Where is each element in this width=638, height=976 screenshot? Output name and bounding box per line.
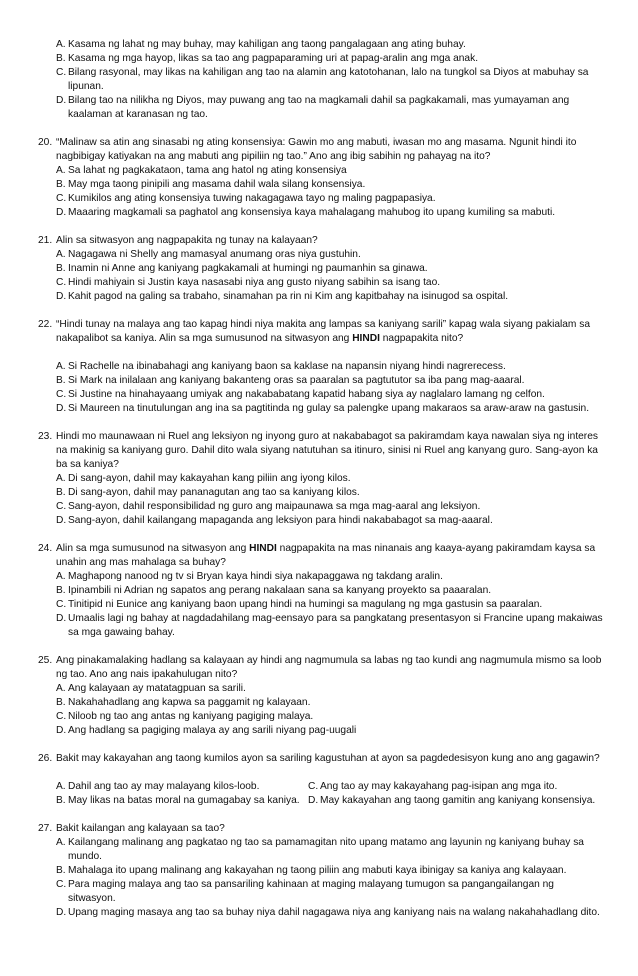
- option-text: Si Rachelle na ibinabahagi ang kaniyang baon sa kaklase na napansin niyang hindi nagrerecess.: [68, 361, 506, 372]
- option-letter: C.: [308, 781, 319, 792]
- q25-option-d: [56, 724, 604, 738]
- q20-option-d: [56, 206, 604, 220]
- option-text: Hindi mahiyain si Justin kaya nasasabi niya ang gusto niyang sabihin sa isang tao.: [68, 277, 441, 288]
- option-text: Kasama ng mga hayop, likas sa tao ang pagpaparaming uri at papag-aralin ang mga anak.: [68, 53, 479, 64]
- option-letter: C.: [56, 711, 67, 722]
- option-letter: B.: [56, 487, 66, 498]
- option-letter: B.: [56, 375, 66, 386]
- option-text: Maghapong nanood ng tv si Bryan kaya hindi siya nakapaggawa ng takdang aralin.: [68, 571, 443, 582]
- option-text: Bilang rasyonal, may likas na kahiligan ang tao na alamin ang katotohanan, lalo na tungkol sa Diyos at mabuhay sa lipunan.: [68, 67, 589, 93]
- q19-option-a: [56, 38, 604, 52]
- q19-option-d: [56, 94, 604, 122]
- option-letter: B.: [56, 179, 66, 190]
- question-text: Hindi mo maunawaan ni Ruel ang leksiyon ng inyong guro at nakababagot sa pakiramdam kaya nawalan siya ng interes na makinig sa kaniyang guro. Dahil dito wala siyang natutuhan sa itinuro, sinisi ni Ruel ang kanyang guro. Sang-ayon ka ba sa kaniya?: [56, 431, 598, 471]
- option-text: Niloob ng tao ang antas ng kaniyang pagiging malaya.: [68, 711, 314, 722]
- q20-option-c: [56, 192, 604, 206]
- option-text: May kakayahan ang taong gamitin ang kaniyang konsensiya.: [320, 795, 596, 806]
- question-text: Alin sa sitwasyon ang nagpapakita ng tunay na kalayaan?: [56, 235, 318, 246]
- q27-option-c: [56, 878, 604, 906]
- question-20: [38, 136, 606, 164]
- q25-option-a: [56, 682, 604, 696]
- q19-option-c: [56, 66, 604, 94]
- option-text: Tinitipid ni Eunice ang kaniyang baon upang hindi na humingi sa magulang ng mga gastusin sa paaralan.: [68, 599, 543, 610]
- option-letter: C.: [56, 879, 67, 890]
- q22-option-a: [56, 360, 604, 374]
- option-letter: D.: [56, 725, 67, 736]
- option-text: Para maging malaya ang tao sa pansariling kahinaan at maging malayang tumugon sa pangangailangan ng sitwasyon.: [68, 879, 554, 905]
- q23-option-d: [56, 514, 604, 528]
- question-text: Alin sa mga sumusunod na sitwasyon ang HINDI nagpapakita na mas ninanais ang kaaya-ayang pakiramdam kaysa sa unahin ang mas mahalaga sa buhay?: [56, 543, 596, 569]
- option-text: May mga taong pinipili ang masama dahil wala silang konsensiya.: [68, 179, 366, 190]
- option-letter: C.: [56, 67, 67, 78]
- q21-option-a: [56, 248, 604, 262]
- question-text: “Malinaw sa atin ang sinasabi ng ating konsensiya: Gawin mo ang mabuti, iwasan mo ang masama. Ngunit hindi ito nagbibigay katiyakan na ang mabuti ang pipiliin ng tao.” Ano ang ibig sabihin ng pahayag na ito?: [56, 137, 577, 163]
- option-text: Bilang tao na nilikha ng Diyos, may puwang ang tao na magkamali dahil sa pagkakamali, mas yumayaman ang kaalaman at karanasan ng tao.: [68, 95, 570, 121]
- option-text: Sang-ayon, dahil kailangang mapaganda ang leksiyon para hindi nakababagot sa mag-aaaral.: [68, 515, 493, 526]
- question-27: [38, 822, 606, 836]
- option-letter: C.: [56, 389, 67, 400]
- question-25: [38, 654, 606, 682]
- q22-option-d: [56, 402, 604, 416]
- option-letter: D.: [56, 515, 67, 526]
- question-number: 27.: [38, 823, 53, 834]
- option-letter: A.: [56, 39, 66, 50]
- option-letter: C.: [56, 193, 67, 204]
- option-text: Ipinambili ni Adrian ng sapatos ang perang nakalaan sana sa kanyang proyekto sa paaaralan.: [68, 585, 492, 596]
- question-23: [38, 430, 606, 472]
- option-text: Si Maureen na tinutulungan ang ina sa pagtitinda ng gulay sa palengke upang makaraos sa araw-araw na gastusin.: [68, 403, 590, 414]
- question-22: [38, 318, 606, 346]
- option-letter: D.: [56, 403, 67, 414]
- option-letter: A.: [56, 683, 66, 694]
- q22-option-c: [56, 388, 604, 402]
- option-letter: D.: [56, 613, 67, 624]
- question-21: [38, 234, 606, 248]
- q23-option-b: [56, 486, 604, 500]
- option-letter: B.: [56, 53, 66, 64]
- question-number: 25.: [38, 655, 53, 666]
- option-text: Kahit pagod na galing sa trabaho, sinamahan pa rin ni Kim ang kapitbahay na isinugod sa ospital.: [68, 291, 509, 302]
- question-text: Ang pinakamalaking hadlang sa kalayaan ay hindi ang nagmumula sa labas ng tao kundi ang nagmumula mismo sa loob ng tao. Ano ang nais ipakahulugan nito?: [56, 655, 602, 681]
- q27-option-a: [56, 836, 604, 864]
- option-letter: B.: [56, 865, 66, 876]
- option-letter: B.: [56, 263, 66, 274]
- option-text: Dahil ang tao ay may malayang kilos-loob.: [68, 781, 260, 792]
- question-number: 23.: [38, 431, 53, 442]
- option-text: Di sang-ayon, dahil may pananagutan ang tao sa kaniyang kilos.: [68, 487, 360, 498]
- option-letter: A.: [56, 249, 66, 260]
- option-letter: D.: [56, 95, 67, 106]
- q24-option-d: [56, 612, 604, 640]
- q20-option-a: [56, 164, 604, 178]
- q25-option-c: [56, 710, 604, 724]
- q27-option-d: [56, 906, 604, 920]
- option-text: Inamin ni Anne ang kaniyang pagkakamali at humingi ng paumanhin sa ginawa.: [68, 263, 428, 274]
- q26-option-b: [56, 794, 306, 808]
- question-number: 22.: [38, 319, 53, 330]
- option-letter: A.: [56, 165, 66, 176]
- q24-option-b: [56, 584, 604, 598]
- option-text: Di sang-ayon, dahil may kakayahan kang piliin ang iyong kilos.: [68, 473, 351, 484]
- option-letter: D.: [56, 291, 67, 302]
- option-letter: B.: [56, 795, 66, 806]
- option-text: Upang maging masaya ang tao sa buhay niya dahil nagagawa niya ang kaniyang nais na walang nakahahadlang dito.: [68, 907, 600, 918]
- option-text: Ang kalayaan ay matatagpuan sa sarili.: [68, 683, 246, 694]
- option-text: Ang hadlang sa pagiging malaya ay ang sarili niyang pag-uugali: [68, 725, 357, 736]
- option-letter: C.: [56, 277, 67, 288]
- option-letter: B.: [56, 585, 66, 596]
- option-letter: A.: [56, 361, 66, 372]
- option-letter: A.: [56, 781, 66, 792]
- q22-option-b: [56, 374, 604, 388]
- question-text: Bakit may kakayahan ang taong kumilos ayon sa sariling kagustuhan at ayon sa pagdedesisyon kung ano ang gagawin?: [56, 753, 600, 764]
- emphasis-hindi: HINDI: [352, 333, 380, 345]
- q27-option-b: [56, 864, 604, 878]
- question-number: 20.: [38, 137, 53, 148]
- question-text: Bakit kailangan ang kalayaan sa tao?: [56, 823, 225, 834]
- option-text: Sang-ayon, dahil responsibilidad ng guro ang maipaunawa sa mga mag-aaral ang leksiyon.: [68, 501, 481, 512]
- question-text: “Hindi tunay na malaya ang tao kapag hindi niya makita ang lampas sa kaniyang sarili” kapag wala siyang pakialam sa nakapalibot sa kaniya. Alin sa mga sumusunod na sitwasyon ang HINDI nagpapakita nito?: [56, 319, 591, 345]
- option-text: Ang tao ay may kakayahang pag-isipan ang mga ito.: [320, 781, 558, 792]
- question-26: [38, 752, 606, 766]
- option-text: Kailangang malinang ang pagkatao ng tao sa pamamagitan nito upang matamo ang layunin ng kaniyang buhay sa mundo.: [68, 837, 584, 863]
- option-text: Maaaring magkamali sa paghatol ang konsensiya kaya mahalagang mahubog ito upang kumiling sa mabuti.: [68, 207, 556, 218]
- option-letter: D.: [56, 907, 67, 918]
- option-letter: B.: [56, 697, 66, 708]
- option-text: Si Mark na inilalaan ang kaniyang bakanteng oras sa paaralan sa pagtututor sa iba pang mag-aaaral.: [68, 375, 525, 386]
- question-number: 21.: [38, 235, 53, 246]
- question-number: 26.: [38, 753, 53, 764]
- option-text: Nakahahadlang ang kapwa sa paggamit ng kalayaan.: [68, 697, 311, 708]
- q19-option-b: [56, 52, 604, 66]
- q24-option-a: [56, 570, 604, 584]
- q21-option-c: [56, 276, 604, 290]
- q23-option-a: [56, 472, 604, 486]
- q21-option-b: [56, 262, 604, 276]
- emphasis-hindi: HINDI: [249, 543, 277, 554]
- option-text: Umaalis lagi ng bahay at nagdadahilang mag-eensayo para sa pangkatang presentasyon si Francine upang makaiwas sa mga gawaing bahay.: [68, 613, 603, 639]
- q26-option-c: [308, 780, 608, 794]
- option-letter: A.: [56, 473, 66, 484]
- option-text: Kumikilos ang ating konsensiya tuwing nakagagawa tayo ng maling pagpapasiya.: [68, 193, 436, 204]
- option-letter: C.: [56, 599, 67, 610]
- option-letter: D.: [308, 795, 319, 806]
- q26-option-a: [56, 780, 306, 794]
- option-text: May likas na batas moral na gumagabay sa kaniya.: [68, 795, 300, 806]
- option-letter: C.: [56, 501, 67, 512]
- q20-option-b: [56, 178, 604, 192]
- option-text: Si Justine na hinahayaang umiyak ang nakababatang kapatid habang siya ay naglalaro lamang ng celfon.: [68, 389, 545, 400]
- option-letter: A.: [56, 571, 66, 582]
- question-24: [38, 542, 606, 570]
- q25-option-b: [56, 696, 604, 710]
- q24-option-c: [56, 598, 604, 612]
- option-text: Sa lahat ng pagkakataon, tama ang hatol ng ating konsensiya: [68, 165, 347, 176]
- q21-option-d: [56, 290, 604, 304]
- option-letter: A.: [56, 837, 66, 848]
- q26-option-d: [308, 794, 608, 808]
- option-text: Mahalaga ito upang malinang ang kakayahan ng taong piliin ang mabuti kaya ibinigay sa kaniya ang kalayaan.: [68, 865, 567, 876]
- option-text: Nagagawa ni Shelly ang mamasyal anumang oras niya gustuhin.: [68, 249, 361, 260]
- option-letter: D.: [56, 207, 67, 218]
- q23-option-c: [56, 500, 604, 514]
- question-number: 24.: [38, 543, 53, 554]
- option-text: Kasama ng lahat ng may buhay, may kahiligan ang taong pangalagaan ang ating buhay.: [68, 39, 466, 50]
